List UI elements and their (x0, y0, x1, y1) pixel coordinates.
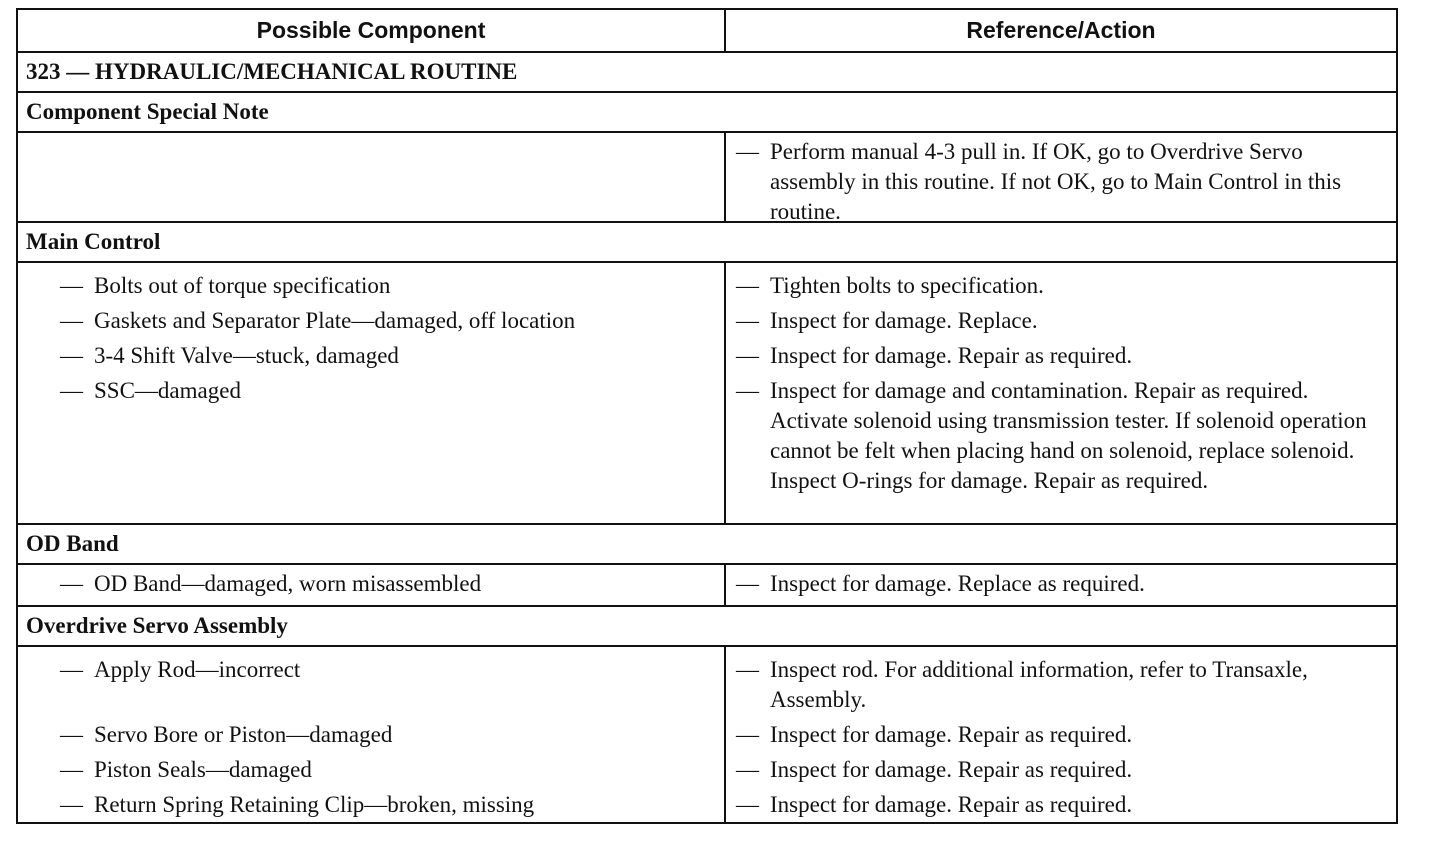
header-possible-component: Possible Component (18, 10, 726, 51)
dash-marker: — (736, 757, 759, 782)
component-item: — Bolts out of torque specification (60, 271, 724, 301)
component-cell (18, 565, 726, 605)
dash-marker: — (736, 571, 759, 596)
component-item: — OD Band—damaged, worn misassembled (60, 569, 724, 599)
component-item: — Servo Bore or Piston—damaged (60, 720, 724, 750)
action-item: — Perform manual 4-3 pull in. If OK, go to Overdrive Servo assembly in this routine. If not OK, go to Main Control in this routine. (736, 137, 1384, 227)
dash-marker: — (736, 657, 759, 682)
action-item: — Inspect for damage and contamination. Repair as required. Activate solenoid using transmission tester. If solenoid operation cannot be felt when placing hand on solenoid, replace solenoid. Inspect O-rings for damage. Repair as required. (736, 376, 1384, 496)
component-item: — Return Spring Retaining Clip—broken, missing (60, 790, 724, 820)
table-row (18, 263, 1396, 525)
dash-marker: — (736, 273, 759, 298)
component-cell (18, 263, 726, 523)
component-item: — Piston Seals—damaged (60, 755, 724, 785)
dash-marker: — (736, 139, 759, 164)
dash-marker: — (60, 722, 83, 747)
action-cell (726, 263, 1396, 523)
dash-marker: — (60, 343, 83, 368)
action-cell (726, 647, 1396, 822)
action-item: — Inspect for damage. Replace. (736, 306, 1384, 336)
header-reference-action: Reference/Action (966, 17, 1156, 43)
dash-marker: — (60, 308, 83, 333)
action-cell (726, 565, 1396, 605)
action-item: — Inspect for damage. Replace as required. (736, 569, 1384, 599)
action-item: — Inspect for damage. Repair as required. (736, 720, 1384, 750)
section-title-special-note: Component Special Note (18, 93, 1396, 133)
component-item: — Gaskets and Separator Plate—damaged, off location (60, 306, 724, 336)
table-row (18, 565, 1396, 607)
dash-marker: — (60, 792, 83, 817)
component-item: — Apply Rod—incorrect (60, 655, 724, 685)
action-item: — Inspect for damage. Repair as required. (736, 755, 1384, 785)
component-cell (18, 647, 726, 822)
routine-title: 323 — HYDRAULIC/MECHANICAL ROUTINE (18, 53, 1396, 93)
action-item: — Inspect for damage. Repair as required. (736, 790, 1384, 820)
dash-marker: — (60, 571, 83, 596)
dash-marker: — (736, 343, 759, 368)
component-item: — 3-4 Shift Valve—stuck, damaged (60, 341, 724, 371)
table-header (18, 10, 1396, 53)
component-item: — SSC—damaged (60, 376, 724, 406)
table-row (18, 133, 1396, 223)
section-title-od-band: OD Band (18, 525, 1396, 565)
action-item: — Inspect for damage. Repair as required. (736, 341, 1384, 371)
dash-marker: — (736, 722, 759, 747)
action-item: — Inspect rod. For additional information, refer to Transaxle, Assembly. (736, 655, 1384, 715)
component-cell (18, 133, 726, 221)
section-title-main-control: Main Control (18, 223, 1396, 263)
section-title-overdrive-servo: Overdrive Servo Assembly (18, 607, 1396, 647)
dash-marker: — (736, 308, 759, 333)
dash-marker: — (60, 657, 83, 682)
dash-marker: — (736, 378, 759, 403)
dash-marker: — (736, 792, 759, 817)
dash-marker: — (60, 378, 83, 403)
dash-marker: — (60, 273, 83, 298)
diagnostic-table (16, 8, 1398, 824)
action-item: — Tighten bolts to specification. (736, 271, 1384, 301)
table-row (18, 647, 1396, 822)
action-cell (726, 133, 1396, 224)
dash-marker: — (60, 757, 83, 782)
